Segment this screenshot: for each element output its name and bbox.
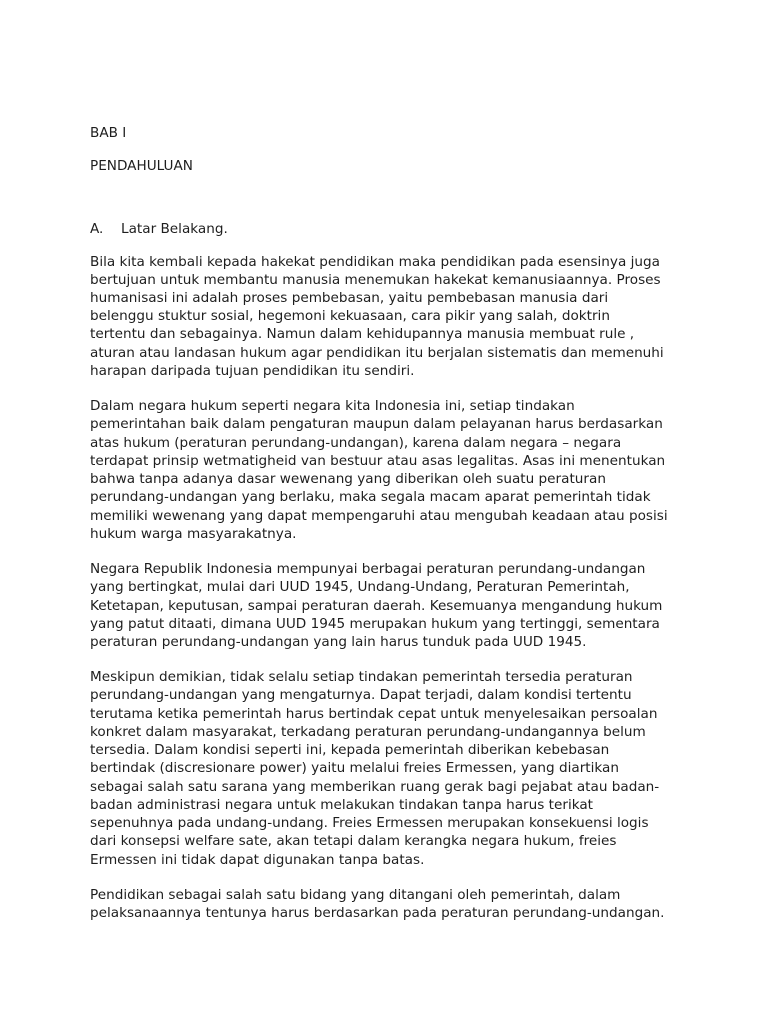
chapter-label: BAB I bbox=[90, 125, 127, 141]
text-line: Ketetapan, keputusan, sampai peraturan daerah. Kesemuanya mengandung hukum bbox=[90, 598, 663, 614]
section-number: A. bbox=[90, 221, 104, 237]
text-line: terutama ketika pemerintah harus bertindak cepat untuk menyelesaikan persoalan bbox=[90, 706, 658, 722]
text-line: tertentu dan sebagainya. Namun dalam kehidupannya manusia membuat rule , bbox=[90, 326, 635, 342]
text-line: Bila kita kembali kepada hakekat pendidikan maka pendidikan pada esensinya juga bbox=[90, 254, 660, 270]
text-line: badan administrasi negara untuk melakukan tindakan tanpa harus terikat bbox=[90, 797, 594, 813]
text-line: pemerintahan baik dalam pengaturan maupun dalam pelayanan harus berdasarkan bbox=[90, 416, 663, 432]
text-line: Ermessen ini tidak dapat digunakan tanpa batas. bbox=[90, 852, 425, 868]
text-line: yang patut ditaati, dimana UUD 1945 merupakan hukum yang tertinggi, sementara bbox=[90, 616, 660, 632]
text-line: atas hukum (peraturan perundang-undangan), karena dalam negara – negara bbox=[90, 435, 622, 451]
text-line: harapan daripada tujuan pendidikan itu sendiri. bbox=[90, 363, 415, 379]
chapter-title: PENDAHULUAN bbox=[90, 158, 193, 174]
text-line: dari konsepsi welfare sate, akan tetapi dalam kerangka negara hukum, freies bbox=[90, 833, 617, 849]
text-line: pelaksanaannya tentunya harus berdasarkan pada peraturan perundang-undangan. bbox=[90, 905, 665, 921]
text-line: sebagai salah satu sarana yang memberikan ruang gerak bagi pejabat atau badan- bbox=[90, 779, 660, 795]
text-line: sepenuhnya pada undang-undang. Freies Ermessen merupakan konsekuensi logis bbox=[90, 815, 649, 831]
text-line: terdapat prinsip wetmatigheid van bestuur atau asas legalitas. Asas ini menentukan bbox=[90, 453, 666, 469]
text-line: Meskipun demikian, tidak selalu setiap tindakan pemerintah tersedia peraturan bbox=[90, 669, 633, 685]
text-line: Dalam negara hukum seperti negara kita Indonesia ini, setiap tindakan bbox=[90, 398, 575, 414]
text-line: belenggu stuktur sosial, hegemoni kekuasaan, cara pikir yang salah, doktrin bbox=[90, 308, 610, 324]
text-line: peraturan perundang-undangan yang lain harus tunduk pada UUD 1945. bbox=[90, 634, 587, 650]
text-line: bertujuan untuk membantu manusia menemukan hakekat kemanusiaannya. Proses bbox=[90, 272, 661, 288]
text-line: bahwa tanpa adanya dasar wewenang yang diberikan oleh suatu peraturan bbox=[90, 471, 606, 487]
section-title: Latar Belakang. bbox=[121, 221, 228, 237]
text-line: Pendidikan sebagai salah satu bidang yang ditangani oleh pemerintah, dalam bbox=[90, 887, 621, 903]
text-line: memiliki wewenang yang dapat mempengaruhi atau mengubah keadaan atau posisi bbox=[90, 508, 668, 524]
text-line: konkret dalam masyarakat, terkadang peraturan perundang-undangannya belum bbox=[90, 724, 646, 740]
text-line: tersedia. Dalam kondisi seperti ini, kepada pemerintah diberikan kebebasan bbox=[90, 742, 610, 758]
text-line: yang bertingkat, mulai dari UUD 1945, Undang-Undang, Peraturan Pemerintah, bbox=[90, 579, 630, 595]
text-line: hukum warga masyarakatnya. bbox=[90, 526, 297, 542]
text-line: perundang-undangan yang berlaku, maka segala macam aparat pemerintah tidak bbox=[90, 489, 651, 505]
text-line: bertindak (discresionare power) yaitu melalui freies Ermessen, yang diartikan bbox=[90, 760, 619, 776]
text-line: Negara Republik Indonesia mempunyai berbagai peraturan perundang-undangan bbox=[90, 561, 646, 577]
text-line: humanisasi ini adalah proses pembebasan, yaitu pembebasan manusia dari bbox=[90, 290, 609, 306]
text-line: perundang-undangan yang mengaturnya. Dapat terjadi, dalam kondisi tertentu bbox=[90, 687, 632, 703]
text-line: aturan atau landasan hukum agar pendidikan itu berjalan sistematis dan memenuhi bbox=[90, 345, 664, 361]
